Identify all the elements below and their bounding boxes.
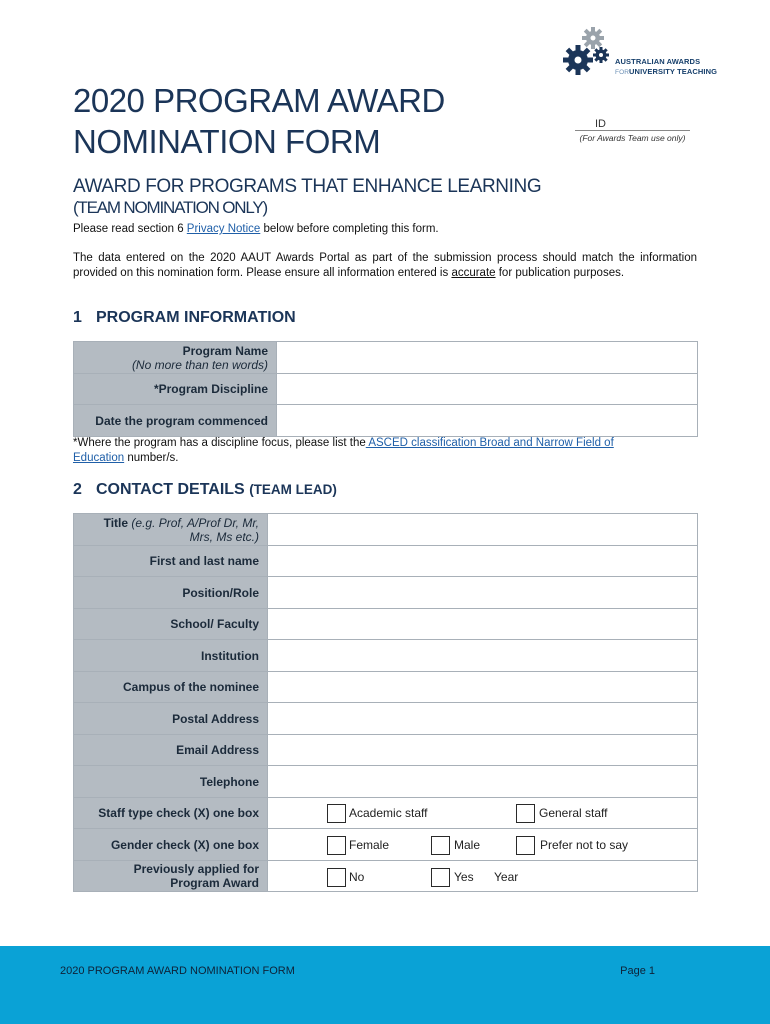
privacy-text-pre: Please read section 6: [73, 223, 187, 235]
aaut-logo: [560, 24, 718, 86]
contact-details-table: [73, 513, 698, 892]
logo-for: FOR: [615, 69, 630, 76]
male-label: Male: [454, 838, 481, 852]
position-role-field[interactable]: [268, 577, 698, 609]
school-faculty-field[interactable]: [268, 609, 698, 640]
table-row: [74, 514, 698, 546]
table-row: [74, 609, 698, 640]
section-2-suffix: (TEAM LEAD): [249, 482, 337, 497]
table-row: [74, 640, 698, 672]
previously-no-checkbox[interactable]: [327, 868, 346, 887]
section-1-number: 1: [73, 309, 82, 326]
logo-line-2: [615, 67, 717, 78]
table-row: [74, 735, 698, 766]
privacy-notice-link[interactable]: Privacy Notice: [186, 223, 261, 235]
asced-link[interactable]: ASCED classification Broad and Narrow Field of: [365, 437, 614, 449]
female-checkbox[interactable]: [327, 836, 346, 855]
accurate-link[interactable]: accurate: [451, 266, 496, 279]
email-address-field[interactable]: [268, 735, 698, 766]
privacy-paragraph: [73, 222, 697, 237]
footer-title: 2020 PROGRAM AWARD NOMINATION FORM: [60, 965, 295, 977]
previously-applied-text-1: Previously applied for: [133, 862, 259, 876]
logo-text: [615, 57, 717, 78]
previously-yes-label: Yes: [454, 870, 474, 884]
academic-staff-label: Academic staff: [349, 806, 428, 820]
asced-link-2[interactable]: Education: [73, 451, 125, 464]
year-label: Year: [494, 870, 519, 884]
institution-label: Institution: [74, 640, 268, 672]
asced-note-pre: *Where the program has a discipline focus, please list the: [73, 437, 366, 449]
email-address-label: Email Address: [74, 735, 268, 766]
date-commenced-label: Date the program commenced: [74, 405, 277, 437]
section-2-number: 2: [73, 481, 82, 498]
previously-applied-text-2: Program Award: [170, 876, 259, 890]
first-last-name-field[interactable]: [268, 546, 698, 577]
title-note-2: Mrs, Ms etc.): [189, 529, 259, 544]
academic-staff-checkbox[interactable]: [327, 804, 346, 823]
logo-line-2-rest: UNIVERSITY TEACHING: [629, 67, 718, 76]
gender-label: Gender check (X) one box: [74, 829, 268, 861]
section-1-title: PROGRAM INFORMATION: [96, 309, 296, 326]
asced-note-post: number/s.: [124, 451, 179, 464]
table-row: [74, 546, 698, 577]
data-paragraph: [73, 251, 697, 280]
program-discipline-label: *Program Discipline: [74, 374, 277, 405]
table-row: [74, 405, 698, 437]
program-name-field[interactable]: [277, 342, 698, 374]
previously-no-label: No: [349, 870, 365, 884]
male-checkbox[interactable]: [431, 836, 450, 855]
award-subtitle-2: (TEAM NOMINATION ONLY): [73, 198, 267, 217]
title-label-text: Title: [103, 515, 129, 530]
general-staff-label: General staff: [539, 806, 608, 820]
table-row: [74, 342, 698, 374]
section-2-heading: [73, 481, 337, 499]
prefer-not-to-say-checkbox[interactable]: [516, 836, 535, 855]
data-text-pre: The data entered on the 2020 AAUT Awards Portal as part of the submission process should match the information provided on this nomination form. Please ensure all information entered is: [73, 252, 697, 279]
position-role-label: Position/Role: [74, 577, 268, 609]
date-commenced-field[interactable]: [277, 405, 698, 437]
table-row: [74, 766, 698, 798]
general-staff-checkbox[interactable]: [516, 804, 535, 823]
table-row: [74, 577, 698, 609]
page-title: [73, 80, 445, 162]
id-note: (For Awards Team use only): [579, 133, 686, 143]
id-box: [575, 118, 690, 143]
telephone-label: Telephone: [74, 766, 268, 798]
telephone-field[interactable]: [268, 766, 698, 798]
program-info-table: [73, 341, 698, 437]
title-note-1: (e.g. Prof, A/Prof Dr, Mr,: [131, 515, 259, 530]
previously-applied-label: [74, 861, 268, 892]
title-line-2: NOMINATION FORM: [73, 123, 381, 160]
page-number: Page 1: [620, 965, 655, 977]
logo-line-1: AUSTRALIAN AWARDS: [615, 57, 701, 66]
first-last-name-label: First and last name: [74, 546, 268, 577]
postal-address-field[interactable]: [268, 703, 698, 735]
gears-icon: [560, 24, 616, 86]
table-row: [74, 672, 698, 703]
table-row: [74, 703, 698, 735]
data-text-post: for publication purposes.: [495, 266, 625, 279]
table-row: [74, 861, 698, 892]
program-discipline-field[interactable]: [277, 374, 698, 405]
title-label: [74, 514, 268, 546]
prefer-not-to-say-label: Prefer not to say: [540, 838, 629, 852]
page-footer: [0, 946, 770, 1024]
previously-yes-checkbox[interactable]: [431, 868, 450, 887]
id-field: [575, 118, 690, 131]
female-label: Female: [349, 838, 390, 852]
award-subtitle: AWARD FOR PROGRAMS THAT ENHANCE LEARNING: [73, 176, 542, 197]
program-name-text: Program Name: [182, 343, 268, 358]
staff-type-label: Staff type check (X) one box: [74, 798, 268, 829]
section-1-heading: [73, 309, 296, 327]
asced-note: [73, 436, 697, 465]
privacy-text-post: below before completing this form.: [260, 223, 439, 235]
section-2-title: CONTACT DETAILS: [96, 481, 245, 498]
institution-field[interactable]: [268, 640, 698, 672]
program-name-label: [74, 342, 277, 374]
program-name-note: (No more than ten words): [131, 357, 268, 372]
campus-field[interactable]: [268, 672, 698, 703]
title-field[interactable]: [268, 514, 698, 546]
school-faculty-label: School/ Faculty: [74, 609, 268, 640]
campus-label: Campus of the nominee: [74, 672, 268, 703]
postal-address-label: Postal Address: [74, 703, 268, 735]
id-label: ID: [595, 118, 606, 130]
table-row: [74, 374, 698, 405]
title-line-1: 2020 PROGRAM AWARD: [73, 82, 445, 119]
